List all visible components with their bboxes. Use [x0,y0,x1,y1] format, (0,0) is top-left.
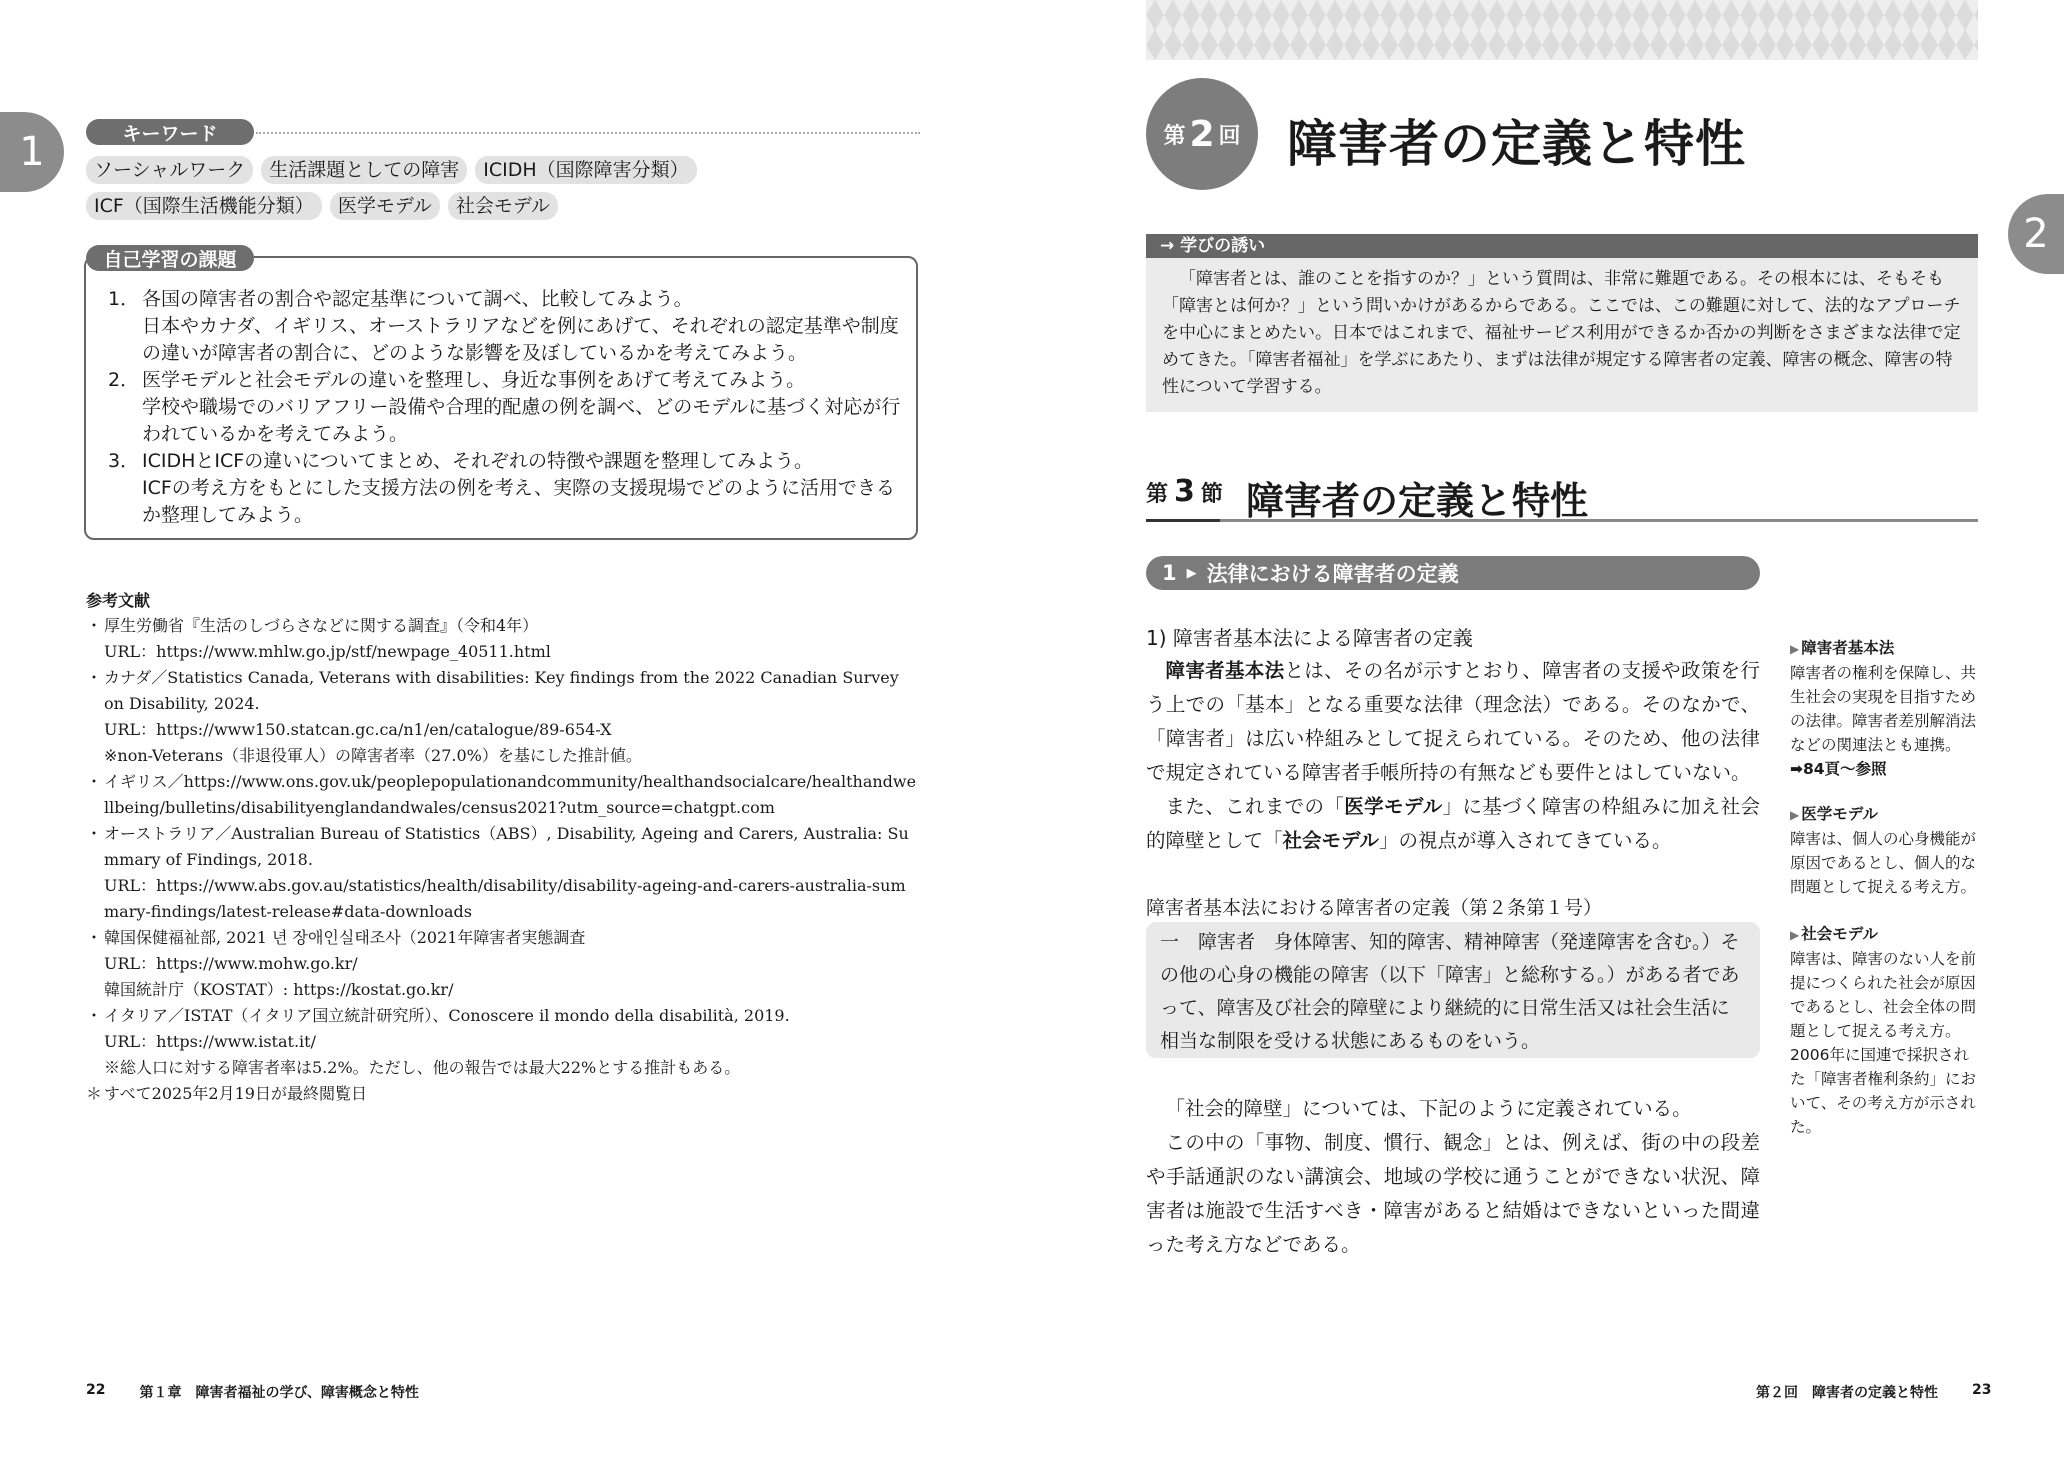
ref-url: URL：https://www.abs.gov.au/statistics/health/disability/disability-ageing-and-carers-australia-summary-findings/latest-release#data-downloads [104,876,906,921]
keywords-label: キーワード [86,119,254,145]
ref-note: ※non-Veterans（非退役軍人）の障害者率（27.0%）を基にした推計値。 [104,746,642,765]
header-banner [1146,0,1978,60]
lesson-badge [1146,78,1258,190]
bullet: ・ [86,824,103,843]
invitation-label: → 学びの誘い [1146,234,1978,258]
reference-item [86,925,918,1003]
chapter-tab-right: 2 [2008,194,2064,274]
section-suffix: 節 [1200,482,1223,507]
body-text-2 [1146,1092,1760,1262]
ref-url: URL：https://www150.statcan.gc.ca/n1/en/catalogue/89-654-X [104,720,612,739]
bullet: ・ [86,668,103,687]
keyword-tag: ソーシャルワーク [86,156,253,184]
sidenote-title: 障害者基本法 [1801,639,1895,657]
ref-line: カナダ／Statistics Canada, Veterans with disabilities: Key findings from the 2022 Canadian Survey on Disability, 2024. [104,668,899,713]
triangle-icon: ▶ [1790,642,1800,656]
keyword-tag: 生活課題としての障害 [261,156,467,184]
triangle-icon: ▶ [1790,808,1800,822]
section-num: 3 [1174,474,1195,509]
section-title: 障害者の定義と特性 [1246,479,1589,523]
bullet: ＊ [86,1084,103,1103]
reference-item [86,821,918,925]
lesson-suffix: 回 [1218,123,1241,149]
sidenote-text: 障害は、個人の心身機能が原因であるとし、個人的な問題として捉える考え方。 [1790,830,1977,896]
page-number: 23 [1972,1382,1992,1398]
item-number: 3． [108,450,140,472]
self-study-item [108,448,908,529]
reference-item [86,1081,918,1107]
ref-line: イタリア／ISTAT（イタリア国立統計研究所）、Conoscere il mondo della disabilità, 2019. [104,1006,790,1025]
ref-line: 韓国保健福祉部, 2021 년 장애인실태조사（2021年障害者実態調査 [104,928,586,947]
lesson-number: 2 [1189,113,1215,155]
page-number: 22 [86,1382,106,1398]
text-run: 」の視点が導入されてきている。 [1379,829,1672,852]
bold-term: 医学モデル [1344,795,1443,818]
bullet: ・ [86,928,103,947]
text-run: とは、その名が示すとおり、障害者の支援や政策を行う上での「基本」となる重要な法律（理念法）である。そのなかで、「障害者」は広い枠組みとして捉えられている。そのため、他の法律で規定されている障害者手帳所持の有無なども要件とはしていない。 [1146,659,1760,784]
bullet: ・ [86,616,103,635]
triangle-icon: ▶ [1790,928,1800,942]
keyword-tag: 社会モデル [448,192,558,220]
references-title: 参考文献 [86,591,151,610]
footer-right [1756,1382,1991,1402]
running-head: 第１章 障害者福祉の学び、障害概念と特性 [139,1385,419,1401]
ref-line: すべて2025年2月19日が最終閲覧日 [104,1084,367,1103]
invitation-body: 「障害者とは、誰のことを指すのか？」という質問は、非常に難題である。その根本には、そもそも「障害とは何か？」という問いかけがあるからである。ここでは、この難題に対して、法的なアプローチを中心にまとめたい。日本ではこれまで、福祉サービス利用ができるか否かの判断をさまざまな法律で定めてきた。「障害者福祉」を学ぶにあたり、まずは法律が規定する障害者の定義、障害の概念、障害の特性について学習する。 [1162,269,1961,397]
item-number: 1． [108,288,140,310]
item-line: 医学モデルと社会モデルの違いを整理し、身近な事例をあげて考えてみよう。 [142,369,806,391]
footer-left [86,1382,419,1402]
section-rule [1146,519,1978,522]
self-study-list [108,286,908,529]
definition-caption: 障害者基本法における障害者の定義（第２条第１号） [1146,897,1603,919]
keyword-tag: 医学モデル [330,192,440,220]
paragraph [1146,790,1760,858]
self-study-item [108,367,908,448]
item-line: 学校や職場でのバリアフリー設備や合理的配慮の例を調べ、どのモデルに基づく対応が行われているかを考えてみよう。 [142,396,901,445]
sidenote-title: 社会モデル [1801,925,1878,943]
ref-line: イギリス／https://www.ons.gov.uk/peoplepopulationandcommunity/healthandsocialcare/healthandwellbeing/bulletins/disabilityenglandandwales/census2021?utm_source=chatgpt.com [104,772,917,817]
item-line: 各国の障害者の割合や認定基準について調べ、比較してみよう。 [142,288,693,310]
keyword-tag: ICF（国際生活機能分類） [86,192,322,220]
item-line: ICIDHとICFの違いについてまとめ、それぞれの特徴や課題を整理してみよう。 [142,450,814,472]
sidenote [1790,922,1980,1139]
chapter-tab-left: 1 [0,112,64,192]
bold-term: 社会モデル [1282,829,1380,852]
triangle-icon: ▶ [1186,565,1197,581]
reference-item [86,769,918,821]
paragraph: この中の「事物、制度、慣行、観念」とは、例えば、街の中の段差や手話通訳のない講演会、地域の学校に通うことができない状況、障害者は施設で生活すべき・障害があると結婚はできないといった間違った考え方などである。 [1146,1131,1760,1256]
sidenote-ref: ➡84頁〜参照 [1790,760,1887,778]
keywords-divider [256,132,920,134]
sidenote [1790,636,1980,781]
paragraph [1146,654,1760,790]
ref-line: オーストラリア／Australian Bureau of Statistics（ABS）, Disability, Ageing and Carers, Australia: Summary of Findings, 2018. [104,824,909,869]
reference-item [86,613,918,665]
ref-line: 厚生労働省『生活のしづらさなどに関する調査』（令和4年） [104,616,539,635]
sidenote-title: 医学モデル [1801,805,1878,823]
ref-url: 韓国統計庁（KOSTAT）: https://kostat.go.kr/ [104,980,454,999]
subsection-heading [1146,556,1760,590]
page-title: 障害者の定義と特性 [1287,115,1746,173]
bullet: ・ [86,772,103,791]
ref-url: URL：https://www.mhlw.go.jp/stf/newpage_40511.html [104,642,551,661]
paragraph: 「社会的障壁」については、下記のように定義されている。 [1165,1097,1692,1120]
sidenote-text: 障害は、障害のない人を前提につくられた社会が原因であるとし、社会全体の問題として捉える考え方。2006年に国連で採択された「障害者権利条約」において、その考え方が示された。 [1790,950,1977,1136]
text-run: また、これまでの「 [1165,795,1345,818]
sidenote-text: 障害者の権利を保障し、共生社会の実現を目指すための法律。障害者差別解消法などの関連法とも連携。 [1790,664,1977,754]
heading-3: 1) 障害者基本法による障害者の定義 [1146,626,1473,650]
body-text [1146,654,1760,858]
item-number: 2． [108,369,140,391]
ref-url: URL：https://www.mohw.go.kr/ [104,954,358,973]
self-study-item [108,286,908,367]
keywords-list [86,156,926,220]
text-run: 」に基づく障害の枠組みに加え社会的障壁として「 [1146,795,1760,852]
item-line: 日本やカナダ、イギリス、オーストラリアなどを例にあげて、それぞれの認定基準や制度の違いが障害者の割合に、どのような影響を及ぼしているかを考えてみよう。 [142,315,899,364]
lesson-prefix: 第 [1163,123,1186,149]
section-rule-accent [1146,519,1220,522]
sidenote [1790,802,1980,899]
bold-term: 障害者基本法 [1165,659,1285,682]
reference-item [86,665,918,769]
running-head: 第２回 障害者の定義と特性 [1756,1385,1938,1401]
keyword-tag: ICIDH（国際障害分類） [475,156,696,184]
self-study-label: 自己学習の課題 [86,245,254,271]
references-list [86,613,918,1107]
ref-note: ※総人口に対する障害者率は5.2%。ただし、他の報告では最大22%とする推計もある。 [104,1058,741,1077]
definition-box [1146,922,1760,1058]
bullet: ・ [86,1006,103,1025]
definition-text: 一 障害者 身体障害、知的障害、精神障害（発達障害を含む。）その他の心身の機能の障害（以下「障害」と総称する。）がある者であって、障害及び社会的障壁により継続的に日常生活又は社会生活に相当な制限を受ける状態にあるものをいう。 [1160,931,1740,1052]
subsection-number: 1 [1162,561,1177,585]
reference-item [86,1003,918,1081]
section-number [1146,474,1223,509]
section-prefix: 第 [1146,482,1169,507]
invitation-text [1146,258,1978,412]
item-line: ICFの考え方をもとにした支援方法の例を考え、実際の支援現場でどのように活用できるか整理してみよう。 [142,477,895,526]
ref-url: URL：https://www.istat.it/ [104,1032,316,1051]
subsection-title: 法律における障害者の定義 [1206,562,1459,586]
